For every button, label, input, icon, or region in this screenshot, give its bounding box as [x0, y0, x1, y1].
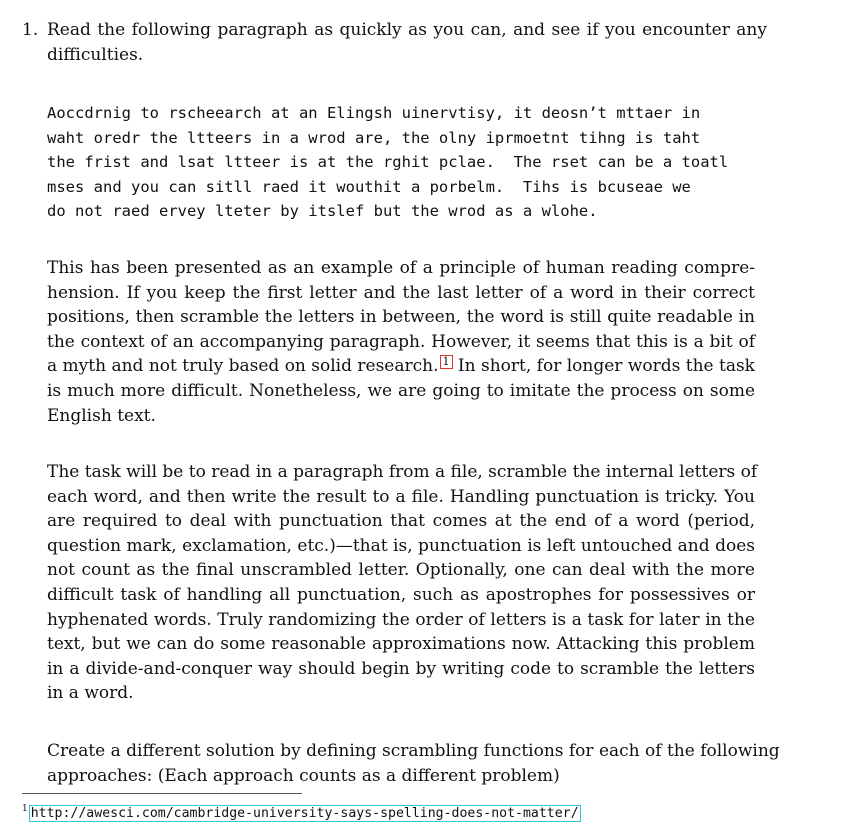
- paragraph-line: The task will be to read in a paragraph from a file, scramble the internal letters of: [47, 462, 758, 482]
- paragraph-line: are required to deal with punctuation that comes at the end of a word (period,: [47, 511, 755, 532]
- scrambled-line: mses and you can sitll raed it wouthit a porbelm. Tihs is bcuseae we: [47, 177, 691, 196]
- paragraph-line: the context of an accompanying paragraph. However, it seems that this is a bit of: [47, 331, 755, 352]
- paragraph-task-description: [47, 460, 758, 706]
- paragraph-line: is much more difficult. Nonetheless, we are going to imitate the process on some: [47, 380, 755, 401]
- paragraph-line-with-footnote: [47, 354, 755, 379]
- intro-paragraph: [47, 18, 767, 67]
- paragraph-line: question mark, exclamation, etc.)—that is, punctuation is left untouched and does: [47, 535, 755, 556]
- paragraph-line: hension. If you keep the first letter and the last letter of a word in their correct: [47, 282, 755, 303]
- intro-line: Read the following paragraph as quickly as you can, and see if you encounter any: [47, 20, 767, 40]
- paragraph-line: English text.: [47, 405, 156, 426]
- footnote: [22, 799, 581, 824]
- paragraph-line: in a word.: [47, 683, 134, 704]
- footnote-marker: 1: [22, 804, 28, 814]
- paragraph-line: This has been presented as an example of a principle of human reading compre-: [47, 258, 755, 278]
- text-before-footnote: a myth and not truly based on solid research.: [47, 356, 439, 377]
- text-after-footnote: In short, for longer words the task: [452, 356, 755, 377]
- intro-line: difficulties.: [47, 44, 144, 65]
- paragraph-line: each word, and then write the result to a file. Handling punctuation is tricky. You: [47, 486, 755, 507]
- scrambled-line: the frist and lsat ltteer is at the rghit pclae. The rset can be a toatl: [47, 153, 729, 172]
- paragraph-reading-principle: [47, 256, 755, 428]
- paragraph-line: text, but we can do some reasonable approximations now. Attacking this problem: [47, 634, 755, 655]
- scrambled-text-block: [47, 101, 728, 224]
- footnote-reference-link[interactable]: 1: [440, 355, 453, 369]
- paragraph-line: approaches: (Each approach counts as a different problem): [47, 765, 560, 786]
- footnote-divider: [22, 793, 302, 794]
- scrambled-line: do not raed ervey lteter by itslef but the wrod as a wlohe.: [47, 202, 598, 221]
- paragraph-line: Create a different solution by defining scrambling functions for each of the following: [47, 741, 780, 761]
- paragraph-approaches: [47, 739, 780, 788]
- scrambled-line: waht oredr the ltteers in a wrod are, the olny iprmoetnt tihng is taht: [47, 128, 701, 147]
- footnote-url-link[interactable]: http://awesci.com/cambridge-university-says-spelling-does-not-matter/: [30, 805, 579, 821]
- paragraph-line: difficult task of handling all punctuation, such as apostrophes for possessives or: [47, 584, 755, 605]
- paragraph-line: in a divide-and-conquer way should begin by writing code to scramble the letters: [47, 658, 755, 679]
- paragraph-line: positions, then scramble the letters in between, the word is still quite readable in: [47, 307, 755, 328]
- scrambled-line: Aoccdrnig to rscheearch at an Elingsh uinervtisy, it deosn’t mttaer in: [47, 104, 701, 122]
- paragraph-line: hyphenated words. Truly randomizing the order of letters is a task for later in the: [47, 609, 755, 630]
- paragraph-line: not count as the final unscrambled letter. Optionally, one can deal with the more: [47, 560, 755, 581]
- item-number: 1.: [22, 20, 39, 40]
